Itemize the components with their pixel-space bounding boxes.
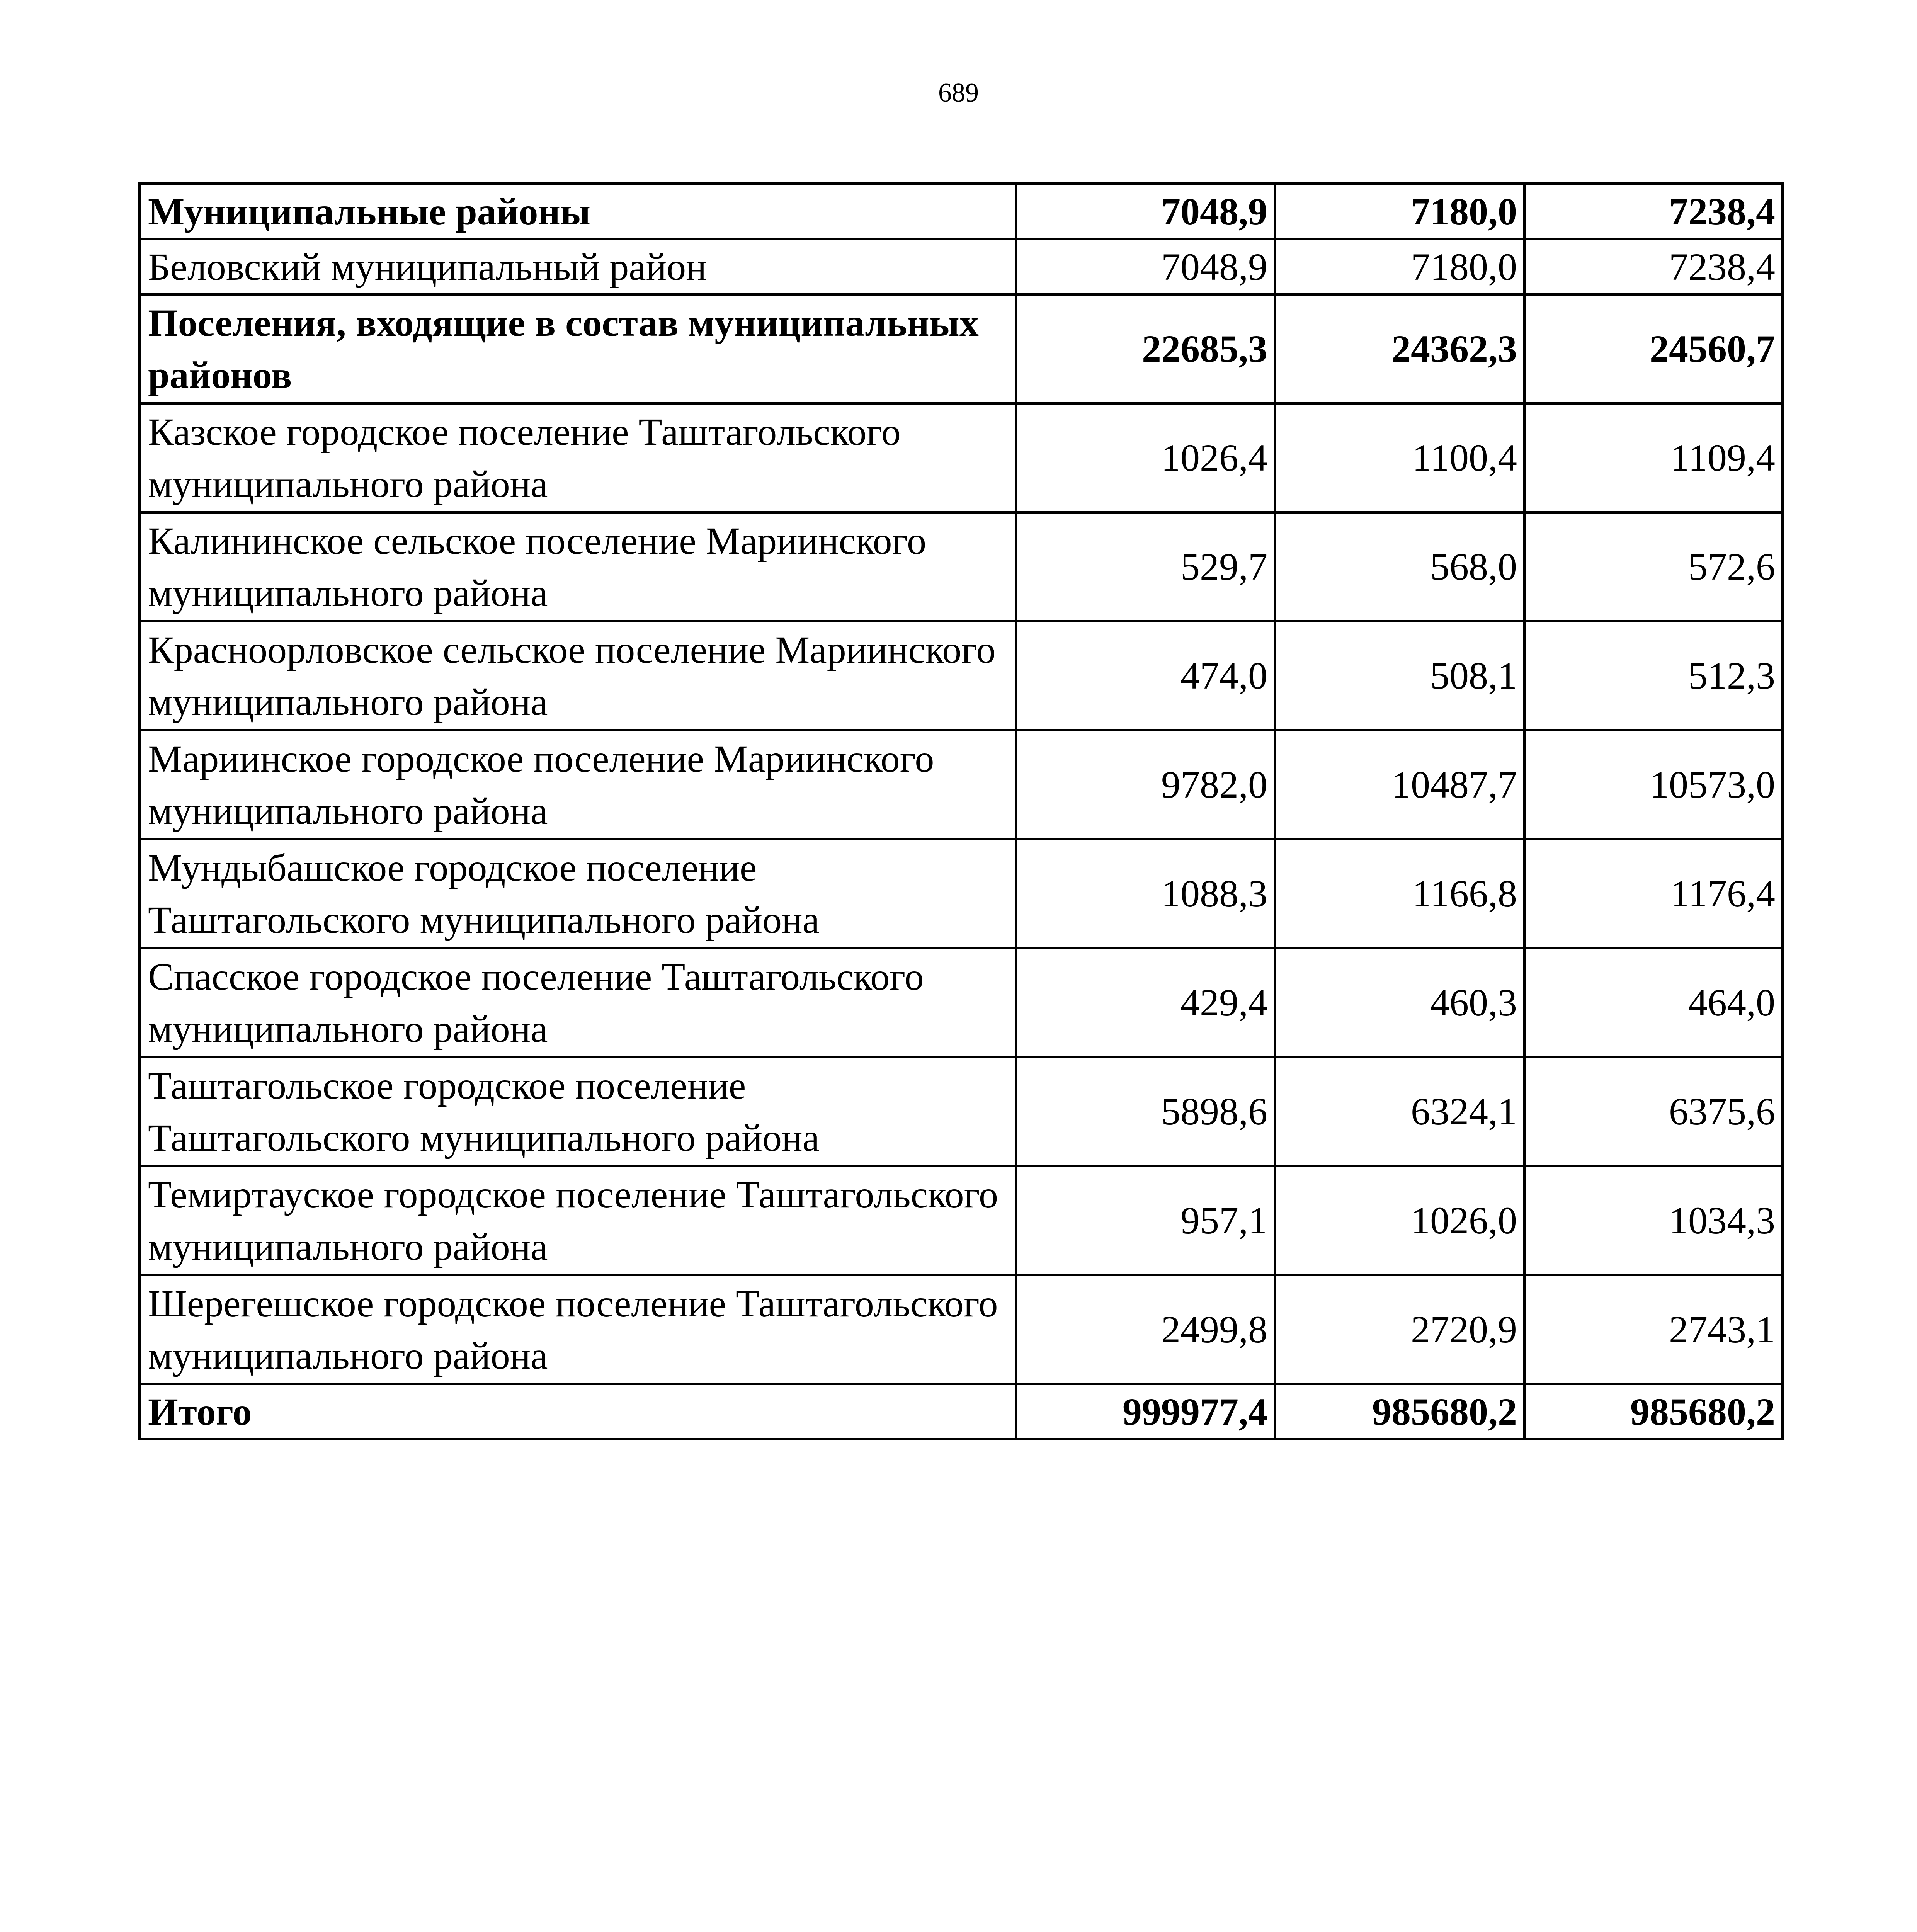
row-value-1: 957,1 xyxy=(1016,1166,1275,1275)
row-name: Поселения, входящие в состав муниципальных районов xyxy=(140,294,1016,403)
row-value-2: 1100,4 xyxy=(1275,403,1525,512)
row-value-1: 2499,8 xyxy=(1016,1275,1275,1384)
row-name: Калининское сельское поселение Мариинского муниципального района xyxy=(140,512,1016,621)
row-value-1: 429,4 xyxy=(1016,948,1275,1057)
row-value-3: 464,0 xyxy=(1525,948,1783,1057)
row-name: Итого xyxy=(140,1384,1016,1439)
row-value-2: 1026,0 xyxy=(1275,1166,1525,1275)
table-row-section-municipal-districts xyxy=(140,184,1783,239)
table-row xyxy=(140,512,1783,621)
table-row-total xyxy=(140,1384,1783,1439)
row-value-3: 7238,4 xyxy=(1525,184,1783,239)
row-name: Муниципальные районы xyxy=(140,184,1016,239)
table-row xyxy=(140,1275,1783,1384)
row-value-1: 1026,4 xyxy=(1016,403,1275,512)
row-value-2: 24362,3 xyxy=(1275,294,1525,403)
row-value-3: 10573,0 xyxy=(1525,730,1783,839)
table-row xyxy=(140,1166,1783,1275)
row-name: Мариинское городское поселение Мариинского муниципального района xyxy=(140,730,1016,839)
row-value-1: 7048,9 xyxy=(1016,184,1275,239)
row-value-1: 474,0 xyxy=(1016,621,1275,730)
row-value-2: 7180,0 xyxy=(1275,184,1525,239)
row-value-3: 512,3 xyxy=(1525,621,1783,730)
row-name: Красноорловское сельское поселение Мариинского муниципального района xyxy=(140,621,1016,730)
row-value-2: 10487,7 xyxy=(1275,730,1525,839)
row-name: Темиртауское городское поселение Таштагольского муниципального района xyxy=(140,1166,1016,1275)
row-name: Казское городское поселение Таштагольского муниципального района xyxy=(140,403,1016,512)
row-value-3: 572,6 xyxy=(1525,512,1783,621)
row-value-3: 24560,7 xyxy=(1525,294,1783,403)
table-row xyxy=(140,839,1783,948)
row-value-3: 985680,2 xyxy=(1525,1384,1783,1439)
row-value-1: 22685,3 xyxy=(1016,294,1275,403)
row-value-2: 508,1 xyxy=(1275,621,1525,730)
table-row xyxy=(140,403,1783,512)
row-value-1: 999977,4 xyxy=(1016,1384,1275,1439)
row-value-1: 7048,9 xyxy=(1016,239,1275,294)
page-number: 689 xyxy=(938,78,979,108)
row-name: Мундыбашское городское поселение Таштагольского муниципального района xyxy=(140,839,1016,948)
row-value-2: 7180,0 xyxy=(1275,239,1525,294)
row-name: Таштагольское городское поселение Таштагольского муниципального района xyxy=(140,1057,1016,1166)
row-value-2: 985680,2 xyxy=(1275,1384,1525,1439)
row-name: Беловский муниципальный район xyxy=(140,239,1016,294)
row-value-3: 7238,4 xyxy=(1525,239,1783,294)
row-value-1: 529,7 xyxy=(1016,512,1275,621)
row-value-3: 1176,4 xyxy=(1525,839,1783,948)
table-row xyxy=(140,239,1783,294)
row-value-3: 1109,4 xyxy=(1525,403,1783,512)
row-name: Спасское городское поселение Таштагольского муниципального района xyxy=(140,948,1016,1057)
row-value-3: 2743,1 xyxy=(1525,1275,1783,1384)
row-value-2: 1166,8 xyxy=(1275,839,1525,948)
budget-table xyxy=(138,182,1784,1440)
row-value-3: 1034,3 xyxy=(1525,1166,1783,1275)
table-row xyxy=(140,730,1783,839)
row-value-2: 460,3 xyxy=(1275,948,1525,1057)
table-row xyxy=(140,621,1783,730)
row-name: Шерегешское городское поселение Таштагольского муниципального района xyxy=(140,1275,1016,1384)
row-value-1: 1088,3 xyxy=(1016,839,1275,948)
row-value-2: 2720,9 xyxy=(1275,1275,1525,1384)
row-value-1: 9782,0 xyxy=(1016,730,1275,839)
table-row-section-settlements xyxy=(140,294,1783,403)
row-value-1: 5898,6 xyxy=(1016,1057,1275,1166)
row-value-3: 6375,6 xyxy=(1525,1057,1783,1166)
table-row xyxy=(140,1057,1783,1166)
row-value-2: 6324,1 xyxy=(1275,1057,1525,1166)
table-row xyxy=(140,948,1783,1057)
row-value-2: 568,0 xyxy=(1275,512,1525,621)
